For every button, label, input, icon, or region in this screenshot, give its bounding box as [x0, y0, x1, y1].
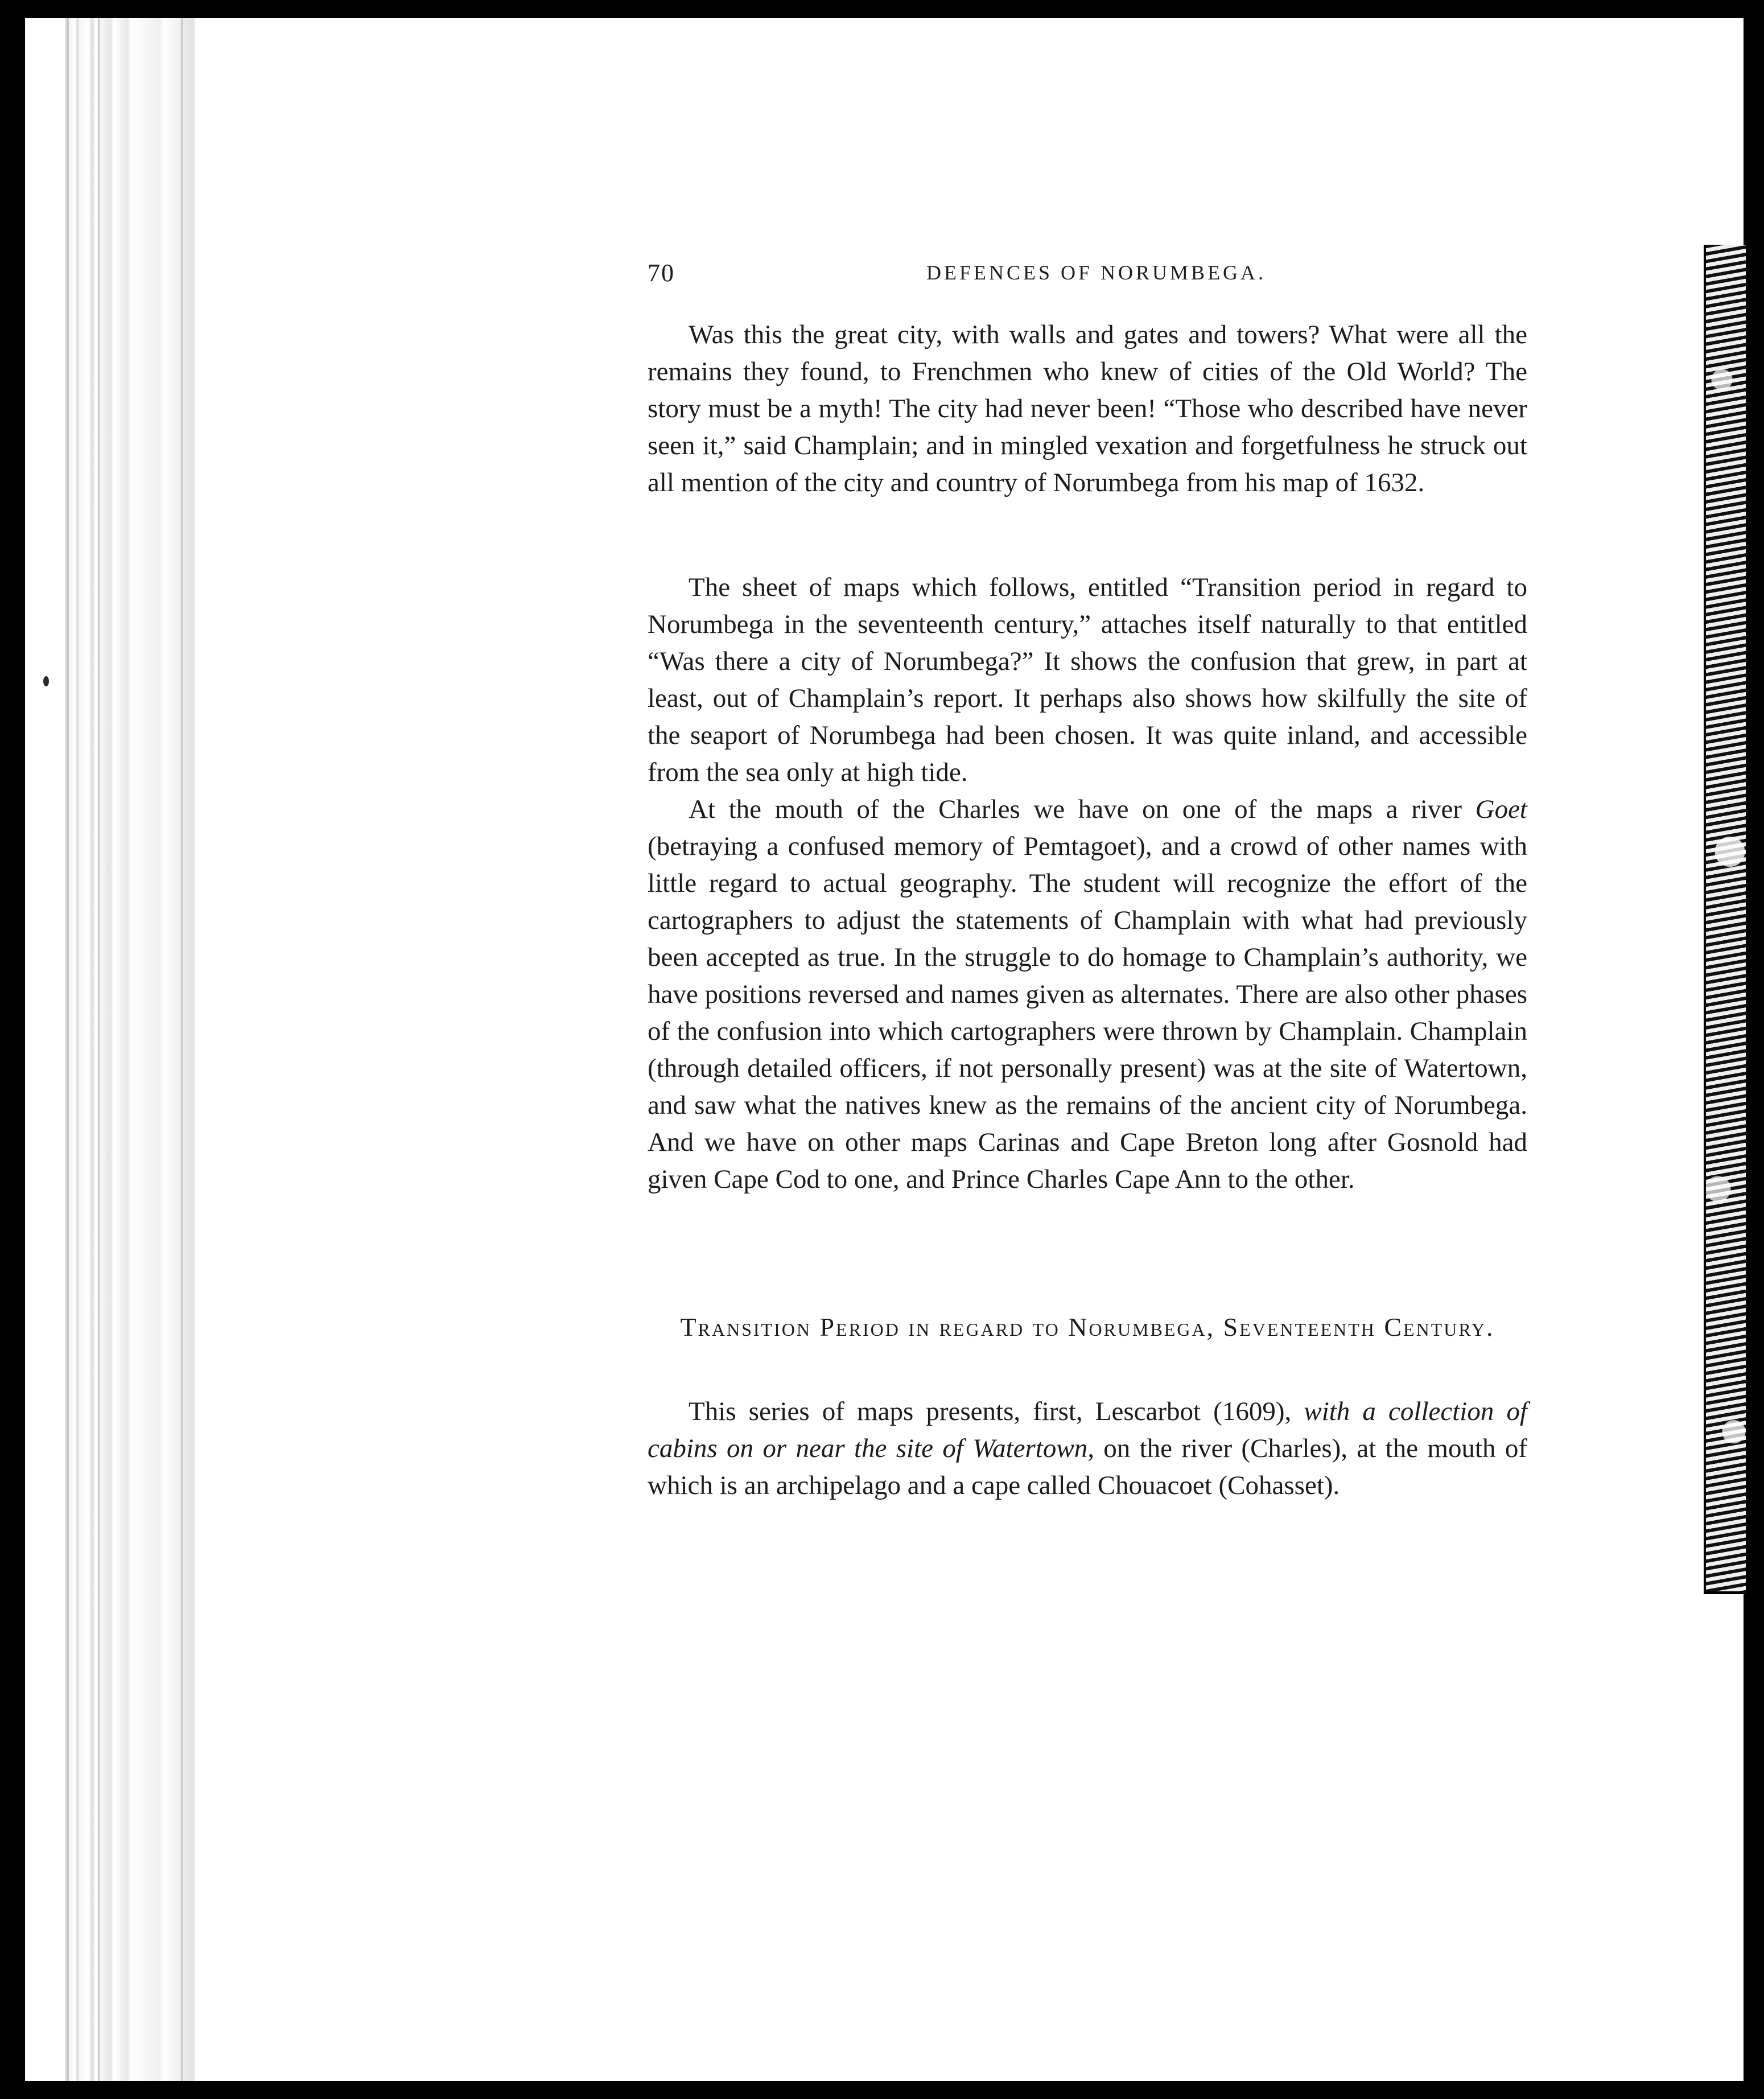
map-fragment-border [1704, 1591, 1744, 1594]
scan-border-bottom [0, 2081, 1764, 2099]
text-run: on the river (Charles), at the mouth of which is an archipelago and a cape called Chouacoet (Cohasset). [648, 1434, 1527, 1500]
italic-text-run: with a collection of cabins on or near the site of Watertown, [648, 1397, 1527, 1463]
paragraph-3 [648, 791, 1527, 1198]
running-head: DEFENCES OF NORUMBEGA. [926, 261, 1267, 284]
scan-speck [43, 676, 49, 686]
paragraph-1 [648, 316, 1527, 501]
paragraph-text [648, 1393, 1527, 1504]
gutter-line [181, 18, 183, 2081]
paragraph-2 [648, 569, 1527, 791]
scan-border-right [1744, 0, 1764, 2099]
section-heading: Transition Period in regard to Norumbega, Seventeenth Century. [680, 1312, 1495, 1341]
page-number: 70 [648, 259, 675, 287]
adjacent-map-fragment [1704, 245, 1746, 1594]
scan-border-left [0, 0, 25, 2099]
gutter-line [98, 18, 100, 2081]
italic-text-run: Goet [1475, 795, 1527, 824]
paragraph-4 [648, 1393, 1527, 1504]
text-run: At the mouth of the Charles we have on one of the maps a river [689, 795, 1476, 824]
scan-border-top [0, 0, 1764, 18]
gutter-line [67, 18, 69, 2081]
page-header [648, 258, 1524, 293]
paragraph-text: The sheet of maps which follows, entitled “Transition period in regard to Norumbega in the seventeenth century,” attaches itself naturally to that entitled “Was there a city of Norumbega?” It shows the confusion that grew, in part at least, out of Champlain’s report. It perhaps also shows how skilfully the site of the seaport of Norumbega had been chosen. It was quite inland, and accessible from the sea only at high tide. [648, 573, 1527, 787]
text-run: This series of maps presents, first, Lescarbot (1609), [689, 1397, 1304, 1426]
book-binding-gutter [25, 18, 196, 2081]
paragraph-text: Was this the great city, with walls and gates and towers? What were all the remains they found, to Frenchmen who knew of cities of the Old World? The story must be a myth! The city had never been! “Those who described have never seen it,” said Champlain; and in mingled vexation and forgetfulness he struck out all mention of the city and country of Norumbega from his map of 1632. [648, 320, 1527, 497]
paragraph-text [648, 791, 1527, 1198]
text-run: (betraying a confused memory of Pemtagoet), and a crowd of other names with little regard to actual geography. The student will recognize the effort of the cartographers to adjust the statements of Champlain with what had previously been accepted as true. In the struggle to do homage to Champlain’s authority, we have positions reversed and names given as alternates. There are also other phases of the confusion into which cartographers were thrown by Champlain. Champlain (through detailed officers, if not personally present) was at the site of Watertown, and saw what the natives knew as the remains of the ancient city of Norumbega. And we have on other maps Carinas and Cape Breton long after Gosnold had given Cape Cod to one, and Prince Charles Cape Ann to the other. [648, 832, 1527, 1194]
